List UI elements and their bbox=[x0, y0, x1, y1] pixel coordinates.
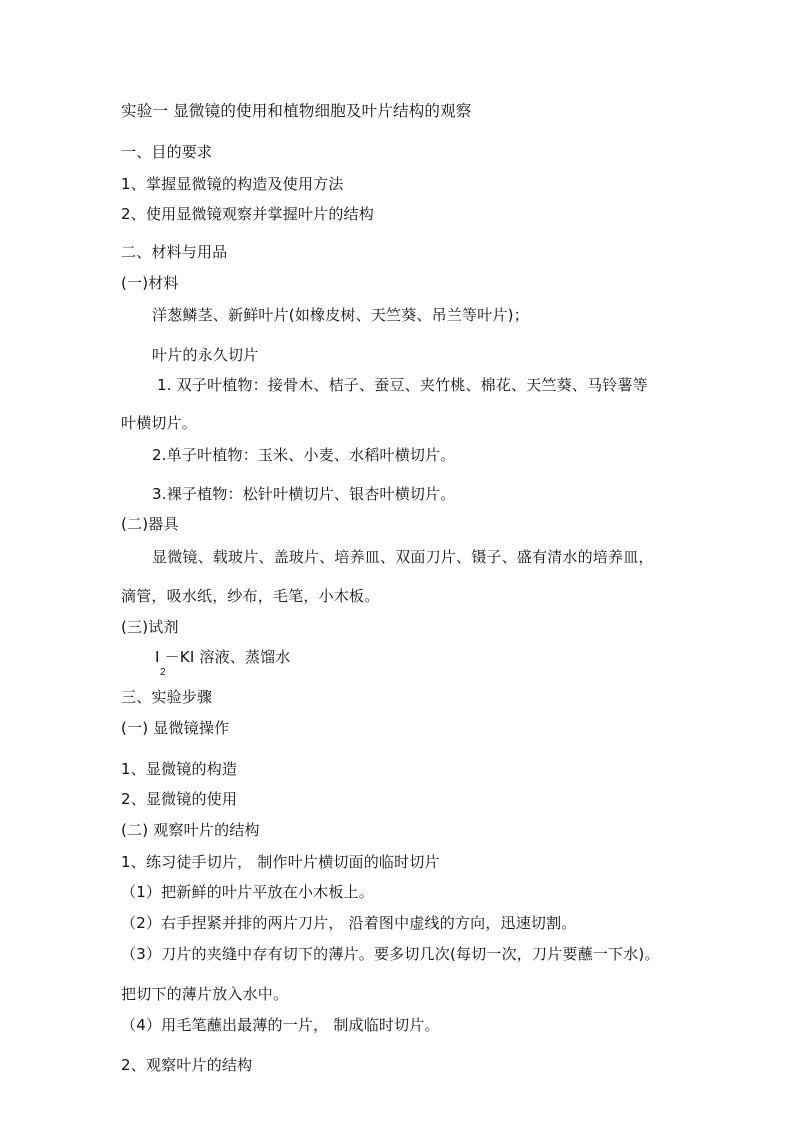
procedure-step: 2、观察叶片的结构 bbox=[121, 1056, 253, 1074]
procedure-part1-heading: (一) 显微镜操作 bbox=[121, 719, 230, 737]
section-heading-objectives: 一、目的要求 bbox=[121, 143, 213, 161]
materials-permanent-slides: 叶片的永久切片 bbox=[152, 346, 259, 364]
materials-gymnosperm: 3.裸子植物：松针叶横切片、银杏叶横切片。 bbox=[152, 485, 456, 503]
materials-fresh: 洋葱鳞茎、新鲜叶片(如橡皮树、天竺葵、吊兰等叶片)； bbox=[152, 306, 529, 324]
subsection-heading-tools: (二)器具 bbox=[121, 515, 179, 533]
procedure-substep: （4）用毛笔蘸出最薄的一片， 制成临时切片。 bbox=[121, 1016, 440, 1034]
materials-dicot: 1. 双子叶植物：接骨木、桔子、蚕豆、夹竹桃、棉花、天竺葵、马铃薯等 bbox=[157, 376, 648, 394]
procedure-part2-heading: (二) 观察叶片的结构 bbox=[121, 821, 260, 839]
procedure-substep: （3）刀片的夹缝中存有切下的薄片。要多切几次(每切一次，刀片要蘸一下水)。 bbox=[121, 945, 660, 963]
document-title: 实验一 显微镜的使用和植物细胞及叶片结构的观察 bbox=[121, 102, 472, 120]
reagent-formula-subscript: 2 bbox=[160, 667, 166, 678]
procedure-substep: （2）右手捏紧并排的两片刀片， 沿着图中虚线的方向，迅速切割。 bbox=[121, 914, 577, 932]
subsection-heading-reagents: (三)试剂 bbox=[121, 618, 179, 636]
procedure-step: 1、练习徒手切片， 制作叶片横切面的临时切片 bbox=[121, 853, 440, 871]
materials-dicot-continued: 叶横切片。 bbox=[121, 414, 198, 432]
objective-item: 1、掌握显微镜的构造及使用方法 bbox=[121, 175, 344, 193]
procedure-item: 2、显微镜的使用 bbox=[121, 790, 238, 808]
reagent-formula: I －KI 溶液、蒸馏水 bbox=[155, 648, 291, 666]
procedure-item: 1、显微镜的构造 bbox=[121, 760, 238, 778]
objective-item: 2、使用显微镜观察并掌握叶片的结构 bbox=[121, 205, 374, 223]
subsection-heading-materials: (一)材料 bbox=[121, 274, 179, 292]
section-heading-procedure: 三、实验步骤 bbox=[121, 688, 213, 706]
section-heading-materials: 二、材料与用品 bbox=[121, 243, 228, 261]
procedure-substep: （1）把新鲜的叶片平放在小木板上。 bbox=[121, 883, 374, 901]
tools-list: 显微镜、载玻片、盖玻片、培养皿、双面刀片、镊子、盛有清水的培养皿， bbox=[152, 548, 654, 566]
tools-list-continued: 滴管，吸水纸，纱布，毛笔，小木板。 bbox=[121, 587, 380, 605]
procedure-substep-continued: 把切下的薄片放入水中。 bbox=[121, 985, 289, 1003]
materials-monocot: 2.单子叶植物：玉米、小麦、水稻叶横切片。 bbox=[152, 446, 456, 464]
